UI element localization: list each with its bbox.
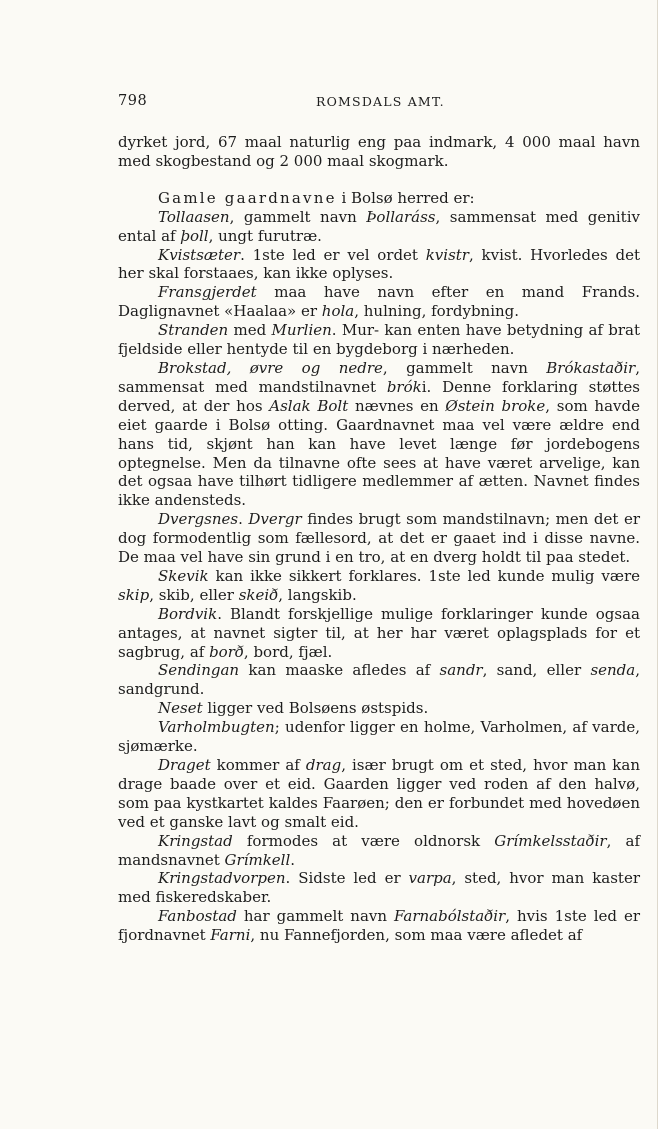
entry-italic-term: Grímkelsstaðir	[494, 831, 607, 850]
entry-text: . 1ste led er vel ordet	[240, 245, 426, 264]
entry-text: med	[228, 321, 272, 340]
entry-text: , sammensat med mandstilnavnet	[118, 358, 640, 396]
place-name-entry	[118, 208, 640, 246]
entry-italic-term: Murlien	[271, 321, 332, 340]
entry-text: formodes at være oldnorsk	[232, 831, 495, 850]
entry-italic-term: Neset	[158, 699, 203, 718]
running-head	[118, 93, 638, 113]
entry-text: har gammelt navn	[236, 907, 395, 926]
entry-italic-term: drag	[305, 756, 342, 774]
entry-text: ; udenfor ligger en holme, Varholmen, af varde, sjømærke.	[118, 718, 640, 756]
place-name-entry	[118, 359, 640, 510]
place-name-entries	[118, 208, 640, 945]
entry-text: , af mandsnavnet	[118, 831, 640, 869]
entry-text: . Mur- kan enten have betydning af brat fjeldside eller hentyde til en bygdeborg i nærheden.	[118, 321, 640, 359]
entry-italic-term: sandr	[439, 661, 483, 680]
entry-italic-term: Tollaasen	[158, 207, 230, 226]
entry-italic-term: kvistr	[425, 245, 469, 264]
entry-text: i. Denne forklaring støttes derved, at der hos	[118, 377, 640, 415]
entry-italic-term: Grímkell	[224, 850, 291, 869]
entry-text: , kvist. Hvorledes det her skal forstaaes, kan ikke oplyses.	[118, 245, 640, 283]
place-name-entry	[118, 605, 640, 662]
entry-text: , bord, fjæl.	[243, 642, 333, 661]
place-name-entry	[118, 246, 640, 284]
entry-text: , hulning, fordybning.	[354, 302, 520, 321]
entry-text: kan ikke sikkert forklares. 1ste led kunde mulig være	[208, 566, 640, 585]
entry-text: , sandgrund.	[118, 661, 640, 699]
place-name-entry	[118, 283, 640, 321]
entry-text: , sammensat med genitiv ental af	[118, 207, 640, 245]
place-name-entry	[118, 321, 640, 359]
place-name-entry	[118, 567, 640, 605]
entry-text: , ungt furutræ.	[208, 226, 322, 245]
place-name-entry	[118, 510, 640, 567]
entry-italic-term: senda	[590, 661, 636, 680]
entry-text: , sand, eller	[482, 661, 591, 680]
place-name-entry	[118, 832, 640, 870]
entry-italic-term: Fanbostad	[158, 907, 237, 926]
entry-italic-term: Kvistsæter	[158, 245, 241, 264]
intro-paragraph: dyrket jord, 67 maal naturlig eng paa indmark, 4 000 maal havn med skogbestand og 2 000 maal skogmark.	[118, 133, 640, 170]
entry-text: .	[290, 850, 296, 869]
entry-italic-term: Brókastaðir	[546, 358, 636, 377]
entry-italic-term: Varholmbugten	[158, 718, 275, 737]
entry-text: , hvis 1ste led er fjordnavnet	[118, 907, 640, 945]
entry-italic-term: Dvergsnes	[158, 510, 239, 529]
entry-text: nævnes en	[348, 396, 446, 415]
section-heading-spaced: Gamle gaardnavne	[158, 188, 337, 207]
place-name-entry	[118, 661, 640, 699]
entry-text: . Sidste led er	[285, 869, 409, 888]
place-name-entry	[118, 756, 640, 832]
page-number: 798	[118, 93, 148, 109]
entry-text: kommer af	[210, 756, 306, 774]
entry-italic-term: Draget	[158, 756, 211, 774]
entry-italic-term: Sendingan	[158, 661, 240, 680]
entry-text: , langskib.	[278, 585, 357, 604]
entry-italic-term: brók	[386, 377, 422, 396]
entry-italic-term: borð	[209, 642, 244, 661]
entry-text: , sted, hvor man kaster med fiskeredskaber.	[118, 869, 640, 907]
entry-italic-term: Brokstad, øvre og nedre	[158, 358, 383, 377]
entry-italic-term: Østein broke	[445, 396, 546, 415]
entry-italic-term: Farnabólstaðir	[394, 907, 506, 926]
entry-italic-term: Aslak Bolt	[269, 396, 349, 415]
entry-text: , gammelt navn	[229, 207, 367, 226]
entry-italic-term: hola	[321, 302, 355, 321]
entry-text: , som havde eiet gaarde i Bolsø otting. Gaardnavnet maa vel være ældre end hans tid, skjønt han kan have levet længe før jordebogens optegnelse. Men da tilnavne ofte sees at have været arvelige, kan det ogsaa have tilhørt tidligere medlemmer af ætten. Navnet findes ikke andensteds.	[118, 396, 640, 510]
entry-text: findes brugt som mandstilnavn; men det er dog formodentlig som fællesord, at det er gaaet ind i disse navne. De maa vel have sin grund i en tro, at en dverg holdt til paa stedet.	[118, 510, 640, 567]
section-heading	[118, 189, 640, 208]
entry-italic-term: Stranden	[158, 321, 229, 340]
entry-text: , skib, eller	[149, 585, 239, 604]
place-name-entry	[118, 699, 640, 718]
body-text	[118, 133, 640, 945]
entry-italic-term: Dvergr	[248, 510, 302, 529]
entry-italic-term: Skevik	[158, 566, 209, 585]
entry-italic-term: Fransgjerdet	[158, 283, 257, 302]
entry-italic-term: skeið	[238, 585, 279, 604]
entry-text: , gammelt navn	[382, 358, 547, 377]
entry-text: kan maaske afledes af	[239, 661, 440, 680]
entry-text: , især brugt om et sted, hvor man kan drage baade over et eid. Gaarden ligger ved roden af den halvø, som paa kystkartet kaldes Faarøen; den er forbundet med hovedøen ved et ganske lavt og smalt eid.	[118, 756, 640, 831]
entry-italic-term: Þollaráss	[366, 207, 436, 226]
entry-text: ligger ved Bolsøens østspids.	[202, 699, 429, 718]
place-name-entry	[118, 907, 640, 945]
place-name-entry	[118, 718, 640, 756]
entry-text: , nu Fannefjorden, som maa være afledet af	[250, 926, 583, 945]
entry-italic-term: Kringstadvorpen	[158, 869, 286, 888]
place-name-entry	[118, 869, 640, 907]
entry-italic-term: skip	[118, 585, 150, 604]
entry-italic-term: þoll	[180, 226, 209, 245]
entry-text: . Blandt forskjellige mulige forklaringer kunde ogsaa antages, at navnet sigter til, at her har været oplagsplads for et sagbrug, af	[118, 604, 640, 661]
header-title: ROMSDALS AMT.	[316, 94, 445, 109]
entry-italic-term: Kringstad	[158, 831, 233, 850]
entry-text: .	[238, 510, 249, 529]
entry-italic-term: Bordvik	[158, 604, 218, 623]
entry-italic-term: Farni	[210, 926, 251, 945]
entry-italic-term: varpa	[408, 869, 452, 888]
entry-text: maa have navn efter en mand Frands. Daglignavnet «Haalaa» er	[118, 283, 640, 321]
section-heading-rest: i Bolsø herred er:	[341, 188, 475, 207]
